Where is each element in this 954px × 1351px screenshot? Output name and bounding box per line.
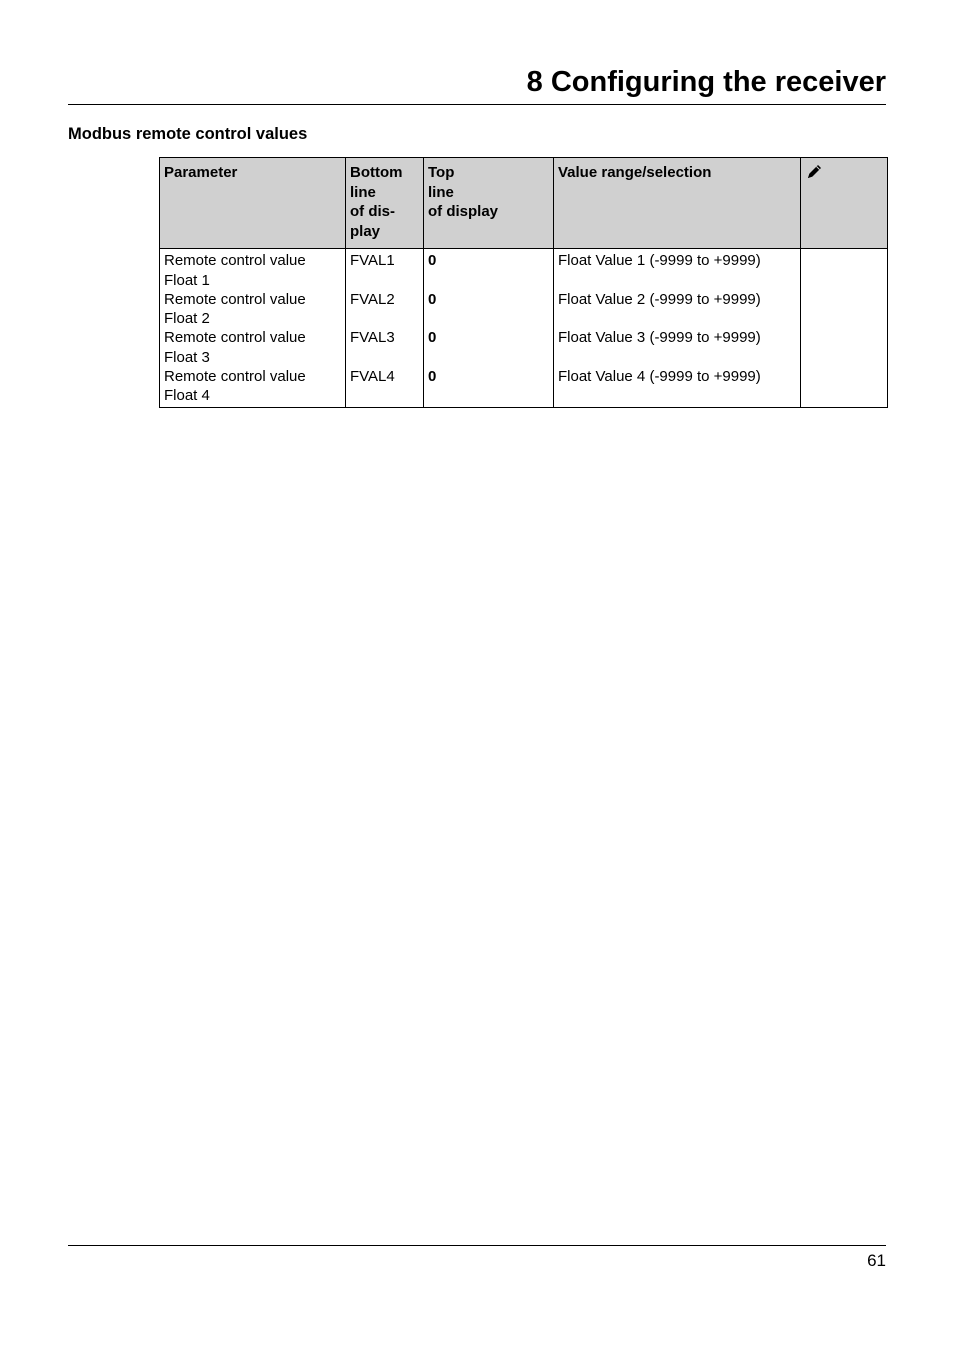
header-bottom-line: Bottom line of dis- play (346, 158, 424, 249)
table-row (160, 249, 888, 408)
header-value-range: Value range/selection (554, 158, 801, 249)
footer-rule (68, 1245, 886, 1246)
chapter-title: 8 Configuring the receiver (526, 66, 886, 98)
header-top-line: Top line of display (424, 158, 554, 249)
parameter-cell: Remote control value Float 1 Remote control value Float 2 Remote control value Float 3 Remote control value Float 4 (160, 249, 346, 408)
table-header-row (160, 158, 888, 249)
section-heading: Modbus remote control values (68, 125, 308, 143)
value-range-cell: Float Value 1 (-9999 to +9999) Float Value 2 (-9999 to +9999) Float Value 3 (-9999 to +9999) Float Value 4 (-9999 to +9999) (554, 249, 801, 408)
header-parameter: Parameter (160, 158, 346, 249)
parameter-table (159, 157, 888, 408)
pencil-icon (805, 163, 823, 181)
header-rule (68, 104, 886, 105)
top-line-cell: 0 0 0 0 (424, 249, 554, 408)
header-edit (801, 158, 888, 249)
page-number: 61 (867, 1251, 886, 1270)
edit-cell (801, 249, 888, 408)
bottom-line-cell: FVAL1 FVAL2 FVAL3 FVAL4 (346, 249, 424, 408)
